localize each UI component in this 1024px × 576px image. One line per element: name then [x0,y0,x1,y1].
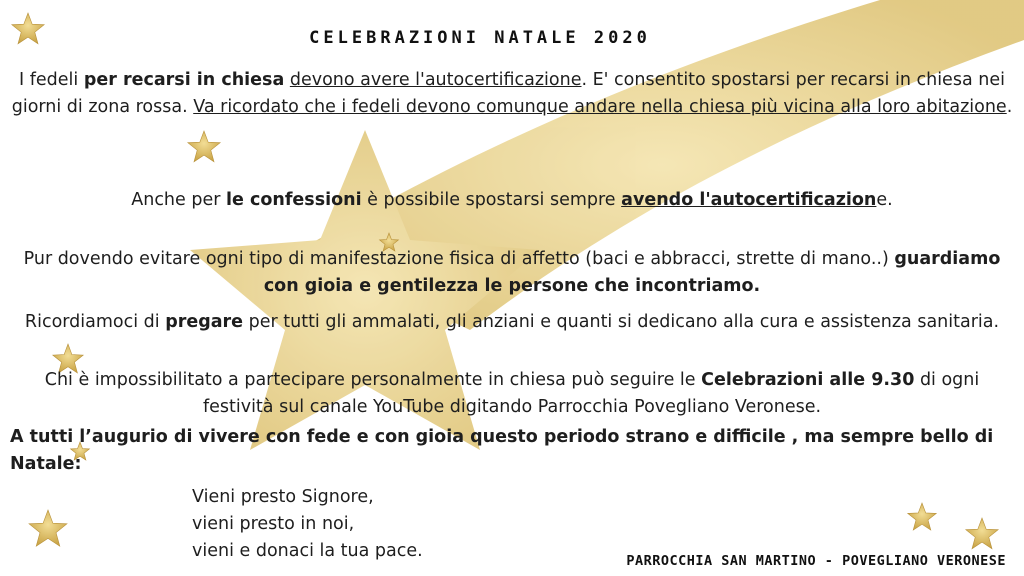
text-span: . E' consentito spostarsi per recarsi in chiesa nei giorni di zona rossa. [11,70,1005,117]
text-span: per tutti gli ammalati, gli anziani e quanti si dedicano alla cura e assistenza sanitaria. [243,312,1000,332]
paragraph-wishes: A tutti l’augurio di vivere con fede e con gioia questo periodo strano e difficile , ma sempre bello di Natale: [10,427,994,474]
text-span: è possibile spostarsi sempre [361,190,622,210]
poem [192,484,423,565]
poem-line: vieni e donaci la tua pace. [192,541,423,561]
underlined-text: devono avere l'autocertificazione [289,70,582,90]
underlined-text: avendo l'autocertificazion [621,190,877,210]
text-span: le confessioni [226,190,362,210]
text-span: I fedeli [19,70,84,90]
text-span: guardiamo con gioia e gentilezza le persone che incontriamo. [263,249,1001,296]
poem-line: vieni presto in noi, [192,514,355,534]
paragraph-affection [8,246,1016,300]
text-span: Pur dovendo evitare ogni tipo di manifestazione fisica di affetto (baci e abbracci, strette di mano..) [23,249,895,269]
text-span: . [1006,97,1013,117]
paragraph-church-access [8,67,1016,121]
text-span: pregare [165,312,244,332]
text-span: Celebrazioni alle 9.30 [701,370,915,390]
paragraph-prayer [8,309,1016,336]
paragraph-youtube [8,367,1016,421]
page-title: CELEBRAZIONI NATALE 2020 [309,28,651,48]
text-span: Anche per [131,190,226,210]
text-span: Ricordiamoci di [24,312,166,332]
footer-parish: PARROCCHIA SAN MARTINO - POVEGLIANO VERONESE [626,553,1006,569]
poem-line: Vieni presto Signore, [192,487,374,507]
text-span: e. [876,190,893,210]
text-span: Chi è impossibilitato a partecipare personalmente in chiesa può seguire le [44,370,702,390]
text-span: di ogni festività sul canale YouTube digitando Parrocchia Povegliano Veronese. [202,370,980,417]
text-span: per recarsi in chiesa [83,70,285,90]
underlined-text: Va ricordato che i fedeli devono comunque andare nella chiesa più vicina alla loro abitazione [193,97,1007,117]
paragraph-confessions [8,187,1016,214]
